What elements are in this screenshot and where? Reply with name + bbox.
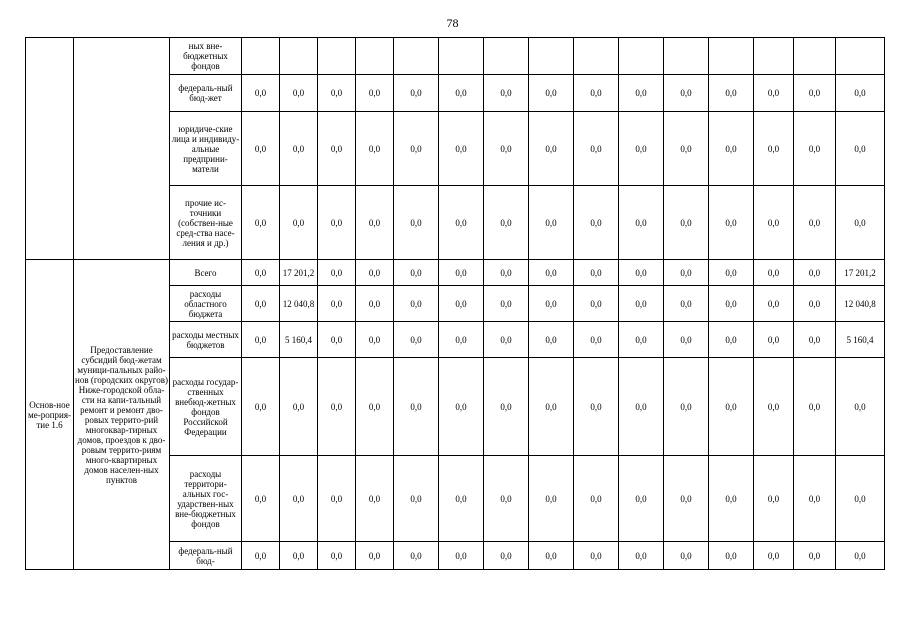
value-cell: 0,0 [484, 322, 529, 358]
value-cell: 0,0 [439, 358, 484, 456]
source-cell: расходы государ-ственных внебюд-жетных фондов Российской Федерации [170, 358, 242, 456]
value-cell: 0,0 [318, 112, 356, 186]
value-cell: 0,0 [242, 358, 280, 456]
value-cell: 0,0 [664, 286, 709, 322]
value-cell: 0,0 [394, 286, 439, 322]
value-cell: 0,0 [664, 186, 709, 260]
value-cell: 0,0 [619, 260, 664, 286]
value-cell: 0,0 [574, 186, 619, 260]
value-cell: 0,0 [356, 358, 394, 456]
value-cell: 0,0 [484, 456, 529, 542]
value-cell: 0,0 [754, 75, 794, 112]
value-cell: 0,0 [394, 358, 439, 456]
value-cell: 0,0 [280, 358, 318, 456]
value-cell: 0,0 [619, 456, 664, 542]
value-cell: 0,0 [318, 75, 356, 112]
value-cell [484, 38, 529, 75]
value-cell: 0,0 [356, 286, 394, 322]
value-cell: 0,0 [664, 358, 709, 456]
value-cell: 0,0 [242, 456, 280, 542]
value-cell: 0,0 [664, 75, 709, 112]
value-cell: 0,0 [394, 456, 439, 542]
value-cell: 0,0 [664, 322, 709, 358]
value-cell: 0,0 [529, 456, 574, 542]
value-cell [242, 38, 280, 75]
value-cell: 0,0 [619, 186, 664, 260]
value-cell: 12 040,8 [280, 286, 318, 322]
value-cell [529, 38, 574, 75]
value-cell: 0,0 [529, 260, 574, 286]
value-cell: 0,0 [439, 186, 484, 260]
value-cell: 0,0 [484, 112, 529, 186]
value-cell: 0,0 [574, 456, 619, 542]
source-cell: расходы местных бюджетов [170, 322, 242, 358]
value-cell: 0,0 [709, 286, 754, 322]
value-cell: 0,0 [280, 456, 318, 542]
value-cell: 0,0 [280, 112, 318, 186]
value-cell: 0,0 [619, 286, 664, 322]
value-cell: 0,0 [318, 260, 356, 286]
value-cell: 0,0 [356, 260, 394, 286]
value-cell: 0,0 [318, 358, 356, 456]
activity-code-cell-prev [26, 38, 74, 260]
value-cell: 0,0 [709, 186, 754, 260]
budget-table [25, 37, 885, 570]
value-cell: 0,0 [356, 112, 394, 186]
value-cell: 0,0 [439, 112, 484, 186]
page-number: 78 [446, 16, 459, 30]
value-cell: 0,0 [439, 542, 484, 570]
value-cell: 0,0 [836, 112, 885, 186]
value-cell [754, 38, 794, 75]
value-cell: 0,0 [394, 260, 439, 286]
source-cell: расходы территори-альных гос-ударствен-ных вне-бюджетных фондов [170, 456, 242, 542]
value-cell: 0,0 [356, 75, 394, 112]
value-cell: 0,0 [356, 186, 394, 260]
value-cell: 0,0 [836, 186, 885, 260]
value-cell: 0,0 [356, 542, 394, 570]
value-cell [280, 38, 318, 75]
value-cell [439, 38, 484, 75]
value-cell: 0,0 [356, 456, 394, 542]
value-cell: 0,0 [394, 186, 439, 260]
value-cell: 0,0 [664, 112, 709, 186]
source-cell: федераль-ный бюд-жет [170, 75, 242, 112]
value-cell: 0,0 [574, 260, 619, 286]
value-cell: 0,0 [280, 186, 318, 260]
value-cell: 0,0 [529, 542, 574, 570]
value-cell [619, 38, 664, 75]
value-cell: 0,0 [242, 322, 280, 358]
value-cell [356, 38, 394, 75]
value-cell: 0,0 [794, 456, 836, 542]
source-cell: расходы областного бюджета [170, 286, 242, 322]
value-cell: 0,0 [439, 286, 484, 322]
value-cell: 0,0 [619, 75, 664, 112]
value-cell: 0,0 [664, 542, 709, 570]
value-cell: 0,0 [574, 542, 619, 570]
value-cell: 0,0 [318, 286, 356, 322]
value-cell: 0,0 [529, 75, 574, 112]
value-cell: 0,0 [709, 112, 754, 186]
source-cell: прочие ис-точники (собствен-ные сред-ства насе-ления и др.) [170, 186, 242, 260]
value-cell: 0,0 [484, 75, 529, 112]
value-cell: 0,0 [242, 112, 280, 186]
value-cell: 0,0 [794, 286, 836, 322]
value-cell: 0,0 [709, 542, 754, 570]
value-cell: 0,0 [754, 186, 794, 260]
value-cell: 0,0 [664, 260, 709, 286]
value-cell: 0,0 [484, 286, 529, 322]
value-cell: 0,0 [794, 358, 836, 456]
value-cell: 0,0 [754, 358, 794, 456]
value-cell: 0,0 [242, 186, 280, 260]
value-cell: 0,0 [794, 75, 836, 112]
value-cell: 0,0 [619, 112, 664, 186]
value-cell: 0,0 [529, 112, 574, 186]
source-cell: Всего [170, 260, 242, 286]
value-cell: 0,0 [484, 186, 529, 260]
value-cell: 0,0 [836, 358, 885, 456]
value-cell: 0,0 [754, 456, 794, 542]
value-cell: 0,0 [242, 260, 280, 286]
value-cell [318, 38, 356, 75]
value-cell: 0,0 [709, 75, 754, 112]
value-cell: 0,0 [709, 322, 754, 358]
value-cell [709, 38, 754, 75]
value-cell: 0,0 [318, 322, 356, 358]
value-cell: 0,0 [794, 112, 836, 186]
value-cell: 0,0 [794, 186, 836, 260]
source-cell: юридиче-ские лица и индивиду-альные предприни-матели [170, 112, 242, 186]
value-cell: 0,0 [709, 358, 754, 456]
value-cell: 0,0 [709, 456, 754, 542]
activity-code: Основ-ное ме-роприя-тие 1.6 [26, 260, 74, 570]
value-cell: 0,0 [529, 358, 574, 456]
value-cell: 0,0 [664, 456, 709, 542]
value-cell: 0,0 [619, 358, 664, 456]
value-cell [836, 38, 885, 75]
value-cell: 0,0 [394, 322, 439, 358]
value-cell: 0,0 [394, 112, 439, 186]
activity-title: Предоставление субсидий бюд-жетам муници-пальных райо-нов (городских округов) Ниже-городской обла-сти на капи-тальный ремонт и ремонт дво-ровых террито-рий многоквар-тирных домов, проездов к дво-ровым террито-риям много-квартирных домов населен-ных пунктов [74, 260, 170, 570]
value-cell: 0,0 [484, 358, 529, 456]
value-cell: 17 201,2 [836, 260, 885, 286]
value-cell: 0,0 [619, 322, 664, 358]
value-cell: 0,0 [836, 75, 885, 112]
value-cell: 0,0 [356, 322, 394, 358]
value-cell: 0,0 [529, 286, 574, 322]
value-cell: 0,0 [439, 322, 484, 358]
value-cell: 5 160,4 [280, 322, 318, 358]
value-cell [574, 38, 619, 75]
value-cell: 0,0 [794, 542, 836, 570]
value-cell: 0,0 [794, 260, 836, 286]
value-cell: 0,0 [318, 186, 356, 260]
value-cell: 0,0 [529, 322, 574, 358]
value-cell: 0,0 [318, 542, 356, 570]
value-cell: 17 201,2 [280, 260, 318, 286]
value-cell: 0,0 [318, 456, 356, 542]
value-cell: 0,0 [574, 286, 619, 322]
table-row [26, 260, 885, 286]
value-cell: 0,0 [794, 322, 836, 358]
value-cell: 12 040,8 [836, 286, 885, 322]
value-cell: 0,0 [754, 260, 794, 286]
value-cell: 5 160,4 [836, 322, 885, 358]
value-cell: 0,0 [836, 456, 885, 542]
value-cell [394, 38, 439, 75]
activity-title-cell-prev [74, 38, 170, 260]
value-cell: 0,0 [574, 75, 619, 112]
value-cell: 0,0 [754, 322, 794, 358]
value-cell: 0,0 [439, 456, 484, 542]
value-cell: 0,0 [439, 260, 484, 286]
value-cell: 0,0 [754, 286, 794, 322]
value-cell: 0,0 [836, 542, 885, 570]
value-cell: 0,0 [242, 542, 280, 570]
source-cell: ных вне-бюджетных фондов [170, 38, 242, 75]
value-cell: 0,0 [619, 542, 664, 570]
value-cell: 0,0 [242, 75, 280, 112]
table-row [26, 38, 885, 75]
value-cell: 0,0 [574, 358, 619, 456]
value-cell: 0,0 [280, 542, 318, 570]
value-cell: 0,0 [484, 260, 529, 286]
value-cell [794, 38, 836, 75]
value-cell: 0,0 [574, 112, 619, 186]
value-cell: 0,0 [280, 75, 318, 112]
value-cell: 0,0 [484, 542, 529, 570]
value-cell [664, 38, 709, 75]
value-cell: 0,0 [754, 542, 794, 570]
value-cell: 0,0 [439, 75, 484, 112]
value-cell: 0,0 [394, 542, 439, 570]
value-cell: 0,0 [754, 112, 794, 186]
value-cell: 0,0 [574, 322, 619, 358]
value-cell: 0,0 [394, 75, 439, 112]
value-cell: 0,0 [709, 260, 754, 286]
source-cell: федераль-ный бюд- [170, 542, 242, 570]
value-cell: 0,0 [242, 286, 280, 322]
value-cell: 0,0 [529, 186, 574, 260]
